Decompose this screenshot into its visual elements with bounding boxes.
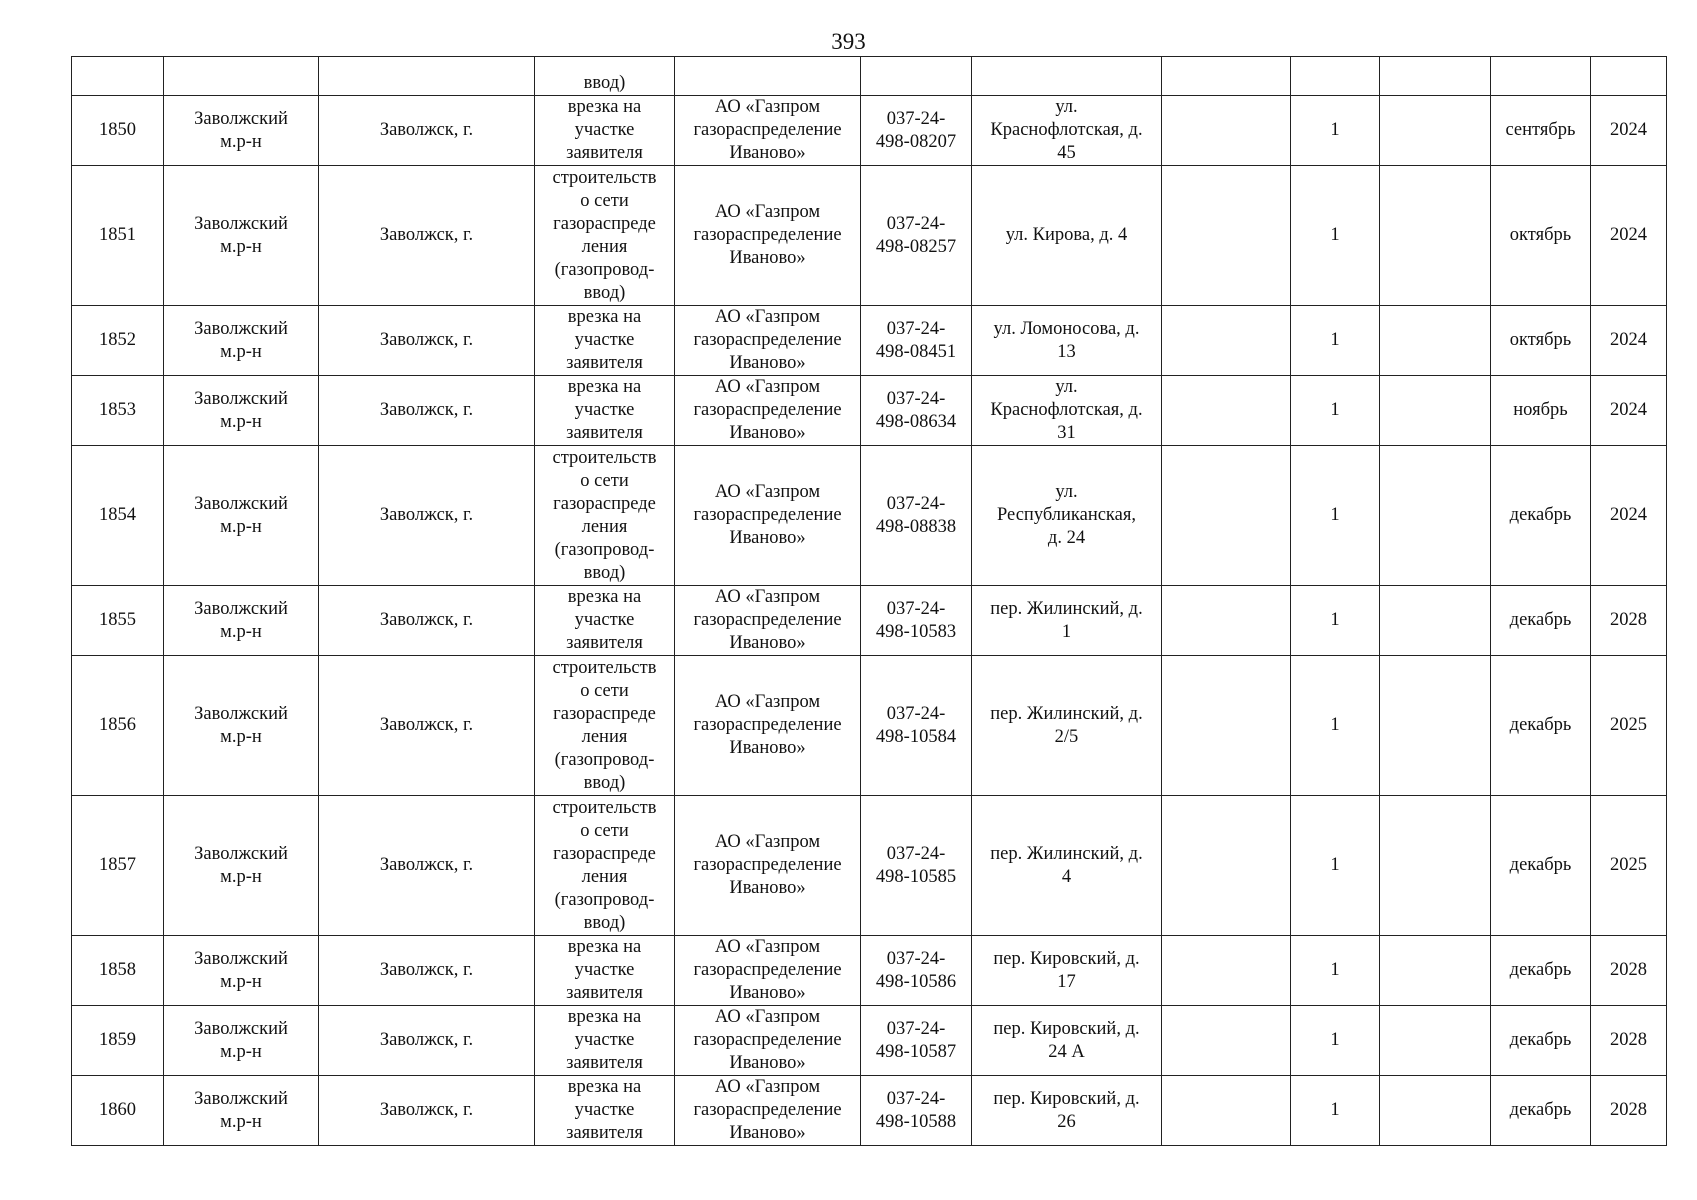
cell-request-code: 037-24- 498-10587 <box>861 1006 972 1076</box>
cell-empty <box>1380 656 1491 796</box>
cell-city: Заволжск, г. <box>319 656 535 796</box>
cell-work-type: врезка на участке заявителя <box>535 1006 675 1076</box>
cell-address: ул. Краснофлотская, д. 45 <box>972 96 1162 166</box>
cell-district: Заволжский м.р-н <box>164 306 319 376</box>
cell-work-type: строительств о сети газораспреде ления (газопровод- ввод) <box>535 796 675 936</box>
cell-district: Заволжский м.р-н <box>164 656 319 796</box>
cell-address: пер. Кировский, д. 17 <box>972 936 1162 1006</box>
cell-organization: АО «Газпром газораспределение Иваново» <box>675 166 861 306</box>
cell-request-code: 037-24- 498-10588 <box>861 1076 972 1146</box>
cell-empty <box>1162 96 1291 166</box>
cell-address: пер. Жилинский, д. 4 <box>972 796 1162 936</box>
cell-work-type: врезка на участке заявителя <box>535 586 675 656</box>
cell-month: декабрь <box>1491 796 1591 936</box>
cell-district: Заволжский м.р-н <box>164 796 319 936</box>
cell-address: ул. Краснофлотская, д. 31 <box>972 376 1162 446</box>
cell-row-number: 1850 <box>72 96 164 166</box>
cell-empty <box>1162 376 1291 446</box>
cell-empty <box>1162 936 1291 1006</box>
cell-work-type: строительств о сети газораспреде ления (газопровод- ввод) <box>535 166 675 306</box>
cell-month: ноябрь <box>1491 376 1591 446</box>
cell-empty <box>1380 586 1491 656</box>
cell-district: Заволжский м.р-н <box>164 1006 319 1076</box>
cell-empty <box>1162 1006 1291 1076</box>
cell-request-code: 037-24- 498-08838 <box>861 446 972 586</box>
cell-organization: АО «Газпром газораспределение Иваново» <box>675 446 861 586</box>
cell-row-number: 1853 <box>72 376 164 446</box>
cell-quantity: 1 <box>1291 376 1380 446</box>
gasification-schedule-table <box>71 56 1667 1146</box>
cell-empty <box>1380 936 1491 1006</box>
cell-year: 2024 <box>1591 446 1667 586</box>
table-row <box>72 376 1667 446</box>
table-row <box>72 1076 1667 1146</box>
cell-organization: АО «Газпром газораспределение Иваново» <box>675 96 861 166</box>
cell-city: Заволжск, г. <box>319 166 535 306</box>
cell-city: Заволжск, г. <box>319 96 535 166</box>
cell-empty <box>1291 57 1380 96</box>
cell-district: Заволжский м.р-н <box>164 446 319 586</box>
cell-city: Заволжск, г. <box>319 446 535 586</box>
cell-address: ул. Республиканская, д. 24 <box>972 446 1162 586</box>
cell-empty <box>1162 57 1291 96</box>
cell-empty <box>164 57 319 96</box>
cell-year: 2025 <box>1591 796 1667 936</box>
cell-month: декабрь <box>1491 656 1591 796</box>
cell-empty <box>1162 306 1291 376</box>
cell-row-number: 1855 <box>72 586 164 656</box>
cell-quantity: 1 <box>1291 306 1380 376</box>
cell-quantity: 1 <box>1291 166 1380 306</box>
cell-request-code: 037-24- 498-10585 <box>861 796 972 936</box>
cell-district: Заволжский м.р-н <box>164 166 319 306</box>
table-row <box>72 656 1667 796</box>
table-row <box>72 1006 1667 1076</box>
cell-district: Заволжский м.р-н <box>164 1076 319 1146</box>
cell-row-number: 1859 <box>72 1006 164 1076</box>
cell-district: Заволжский м.р-н <box>164 586 319 656</box>
cell-work-type: ввод) <box>535 57 675 96</box>
cell-row-number: 1851 <box>72 166 164 306</box>
cell-work-type: врезка на участке заявителя <box>535 306 675 376</box>
table-row <box>72 306 1667 376</box>
continuation-row <box>72 57 1667 96</box>
cell-row-number: 1860 <box>72 1076 164 1146</box>
cell-request-code: 037-24- 498-08207 <box>861 96 972 166</box>
cell-work-type: врезка на участке заявителя <box>535 376 675 446</box>
cell-row-number: 1856 <box>72 656 164 796</box>
cell-address: пер. Кировский, д. 26 <box>972 1076 1162 1146</box>
cell-city: Заволжск, г. <box>319 586 535 656</box>
cell-row-number: 1854 <box>72 446 164 586</box>
table-row <box>72 446 1667 586</box>
cell-address: ул. Кирова, д. 4 <box>972 166 1162 306</box>
cell-request-code: 037-24- 498-08451 <box>861 306 972 376</box>
cell-year: 2028 <box>1591 936 1667 1006</box>
cell-empty <box>1162 166 1291 306</box>
cell-empty <box>1591 57 1667 96</box>
cell-quantity: 1 <box>1291 796 1380 936</box>
cell-district: Заволжский м.р-н <box>164 936 319 1006</box>
cell-quantity: 1 <box>1291 96 1380 166</box>
cell-month: декабрь <box>1491 446 1591 586</box>
cell-empty <box>1380 57 1491 96</box>
cell-request-code: 037-24- 498-08634 <box>861 376 972 446</box>
cell-work-type: врезка на участке заявителя <box>535 96 675 166</box>
cell-empty <box>1380 166 1491 306</box>
cell-address: пер. Жилинский, д. 1 <box>972 586 1162 656</box>
cell-empty <box>1162 586 1291 656</box>
table-row <box>72 586 1667 656</box>
cell-empty <box>1380 306 1491 376</box>
cell-quantity: 1 <box>1291 1006 1380 1076</box>
cell-empty <box>72 57 164 96</box>
cell-month: декабрь <box>1491 586 1591 656</box>
cell-empty <box>319 57 535 96</box>
cell-quantity: 1 <box>1291 446 1380 586</box>
cell-quantity: 1 <box>1291 1076 1380 1146</box>
cell-year: 2024 <box>1591 306 1667 376</box>
table-row <box>72 936 1667 1006</box>
cell-city: Заволжск, г. <box>319 376 535 446</box>
cell-empty <box>1162 656 1291 796</box>
cell-empty <box>1380 796 1491 936</box>
cell-year: 2028 <box>1591 1006 1667 1076</box>
cell-year: 2024 <box>1591 96 1667 166</box>
cell-request-code: 037-24- 498-08257 <box>861 166 972 306</box>
cell-district: Заволжский м.р-н <box>164 96 319 166</box>
cell-address: пер. Кировский, д. 24 А <box>972 1006 1162 1076</box>
cell-organization: АО «Газпром газораспределение Иваново» <box>675 586 861 656</box>
cell-city: Заволжск, г. <box>319 1076 535 1146</box>
cell-empty <box>1380 1006 1491 1076</box>
cell-work-type: врезка на участке заявителя <box>535 936 675 1006</box>
cell-month: октябрь <box>1491 306 1591 376</box>
cell-row-number: 1852 <box>72 306 164 376</box>
cell-empty <box>1380 96 1491 166</box>
cell-empty <box>1380 446 1491 586</box>
cell-empty <box>1162 796 1291 936</box>
cell-organization: АО «Газпром газораспределение Иваново» <box>675 796 861 936</box>
cell-year: 2028 <box>1591 1076 1667 1146</box>
cell-city: Заволжск, г. <box>319 306 535 376</box>
table-row <box>72 96 1667 166</box>
cell-organization: АО «Газпром газораспределение Иваново» <box>675 936 861 1006</box>
cell-year: 2025 <box>1591 656 1667 796</box>
cell-city: Заволжск, г. <box>319 796 535 936</box>
table-row <box>72 796 1667 936</box>
cell-organization: АО «Газпром газораспределение Иваново» <box>675 656 861 796</box>
cell-empty <box>1380 376 1491 446</box>
cell-work-type: строительств о сети газораспреде ления (газопровод- ввод) <box>535 656 675 796</box>
cell-empty <box>1162 446 1291 586</box>
cell-city: Заволжск, г. <box>319 936 535 1006</box>
cell-organization: АО «Газпром газораспределение Иваново» <box>675 306 861 376</box>
cell-address: ул. Ломоносова, д. 13 <box>972 306 1162 376</box>
table-row <box>72 166 1667 306</box>
cell-empty <box>675 57 861 96</box>
cell-request-code: 037-24- 498-10583 <box>861 586 972 656</box>
cell-month: декабрь <box>1491 936 1591 1006</box>
cell-request-code: 037-24- 498-10586 <box>861 936 972 1006</box>
cell-month: декабрь <box>1491 1076 1591 1146</box>
cell-month: сентябрь <box>1491 96 1591 166</box>
cell-year: 2024 <box>1591 166 1667 306</box>
cell-empty <box>972 57 1162 96</box>
cell-year: 2028 <box>1591 586 1667 656</box>
cell-quantity: 1 <box>1291 586 1380 656</box>
cell-year: 2024 <box>1591 376 1667 446</box>
cell-request-code: 037-24- 498-10584 <box>861 656 972 796</box>
cell-empty <box>1491 57 1591 96</box>
page-number: 393 <box>831 29 866 54</box>
cell-empty <box>861 57 972 96</box>
cell-quantity: 1 <box>1291 656 1380 796</box>
cell-work-type: строительств о сети газораспреде ления (газопровод- ввод) <box>535 446 675 586</box>
cell-quantity: 1 <box>1291 936 1380 1006</box>
cell-empty <box>1162 1076 1291 1146</box>
cell-organization: АО «Газпром газораспределение Иваново» <box>675 376 861 446</box>
cell-work-type: врезка на участке заявителя <box>535 1076 675 1146</box>
cell-month: октябрь <box>1491 166 1591 306</box>
cell-row-number: 1857 <box>72 796 164 936</box>
cell-empty <box>1380 1076 1491 1146</box>
cell-row-number: 1858 <box>72 936 164 1006</box>
cell-organization: АО «Газпром газораспределение Иваново» <box>675 1006 861 1076</box>
cell-city: Заволжск, г. <box>319 1006 535 1076</box>
cell-district: Заволжский м.р-н <box>164 376 319 446</box>
cell-month: декабрь <box>1491 1006 1591 1076</box>
cell-address: пер. Жилинский, д. 2/5 <box>972 656 1162 796</box>
cell-organization: АО «Газпром газораспределение Иваново» <box>675 1076 861 1146</box>
